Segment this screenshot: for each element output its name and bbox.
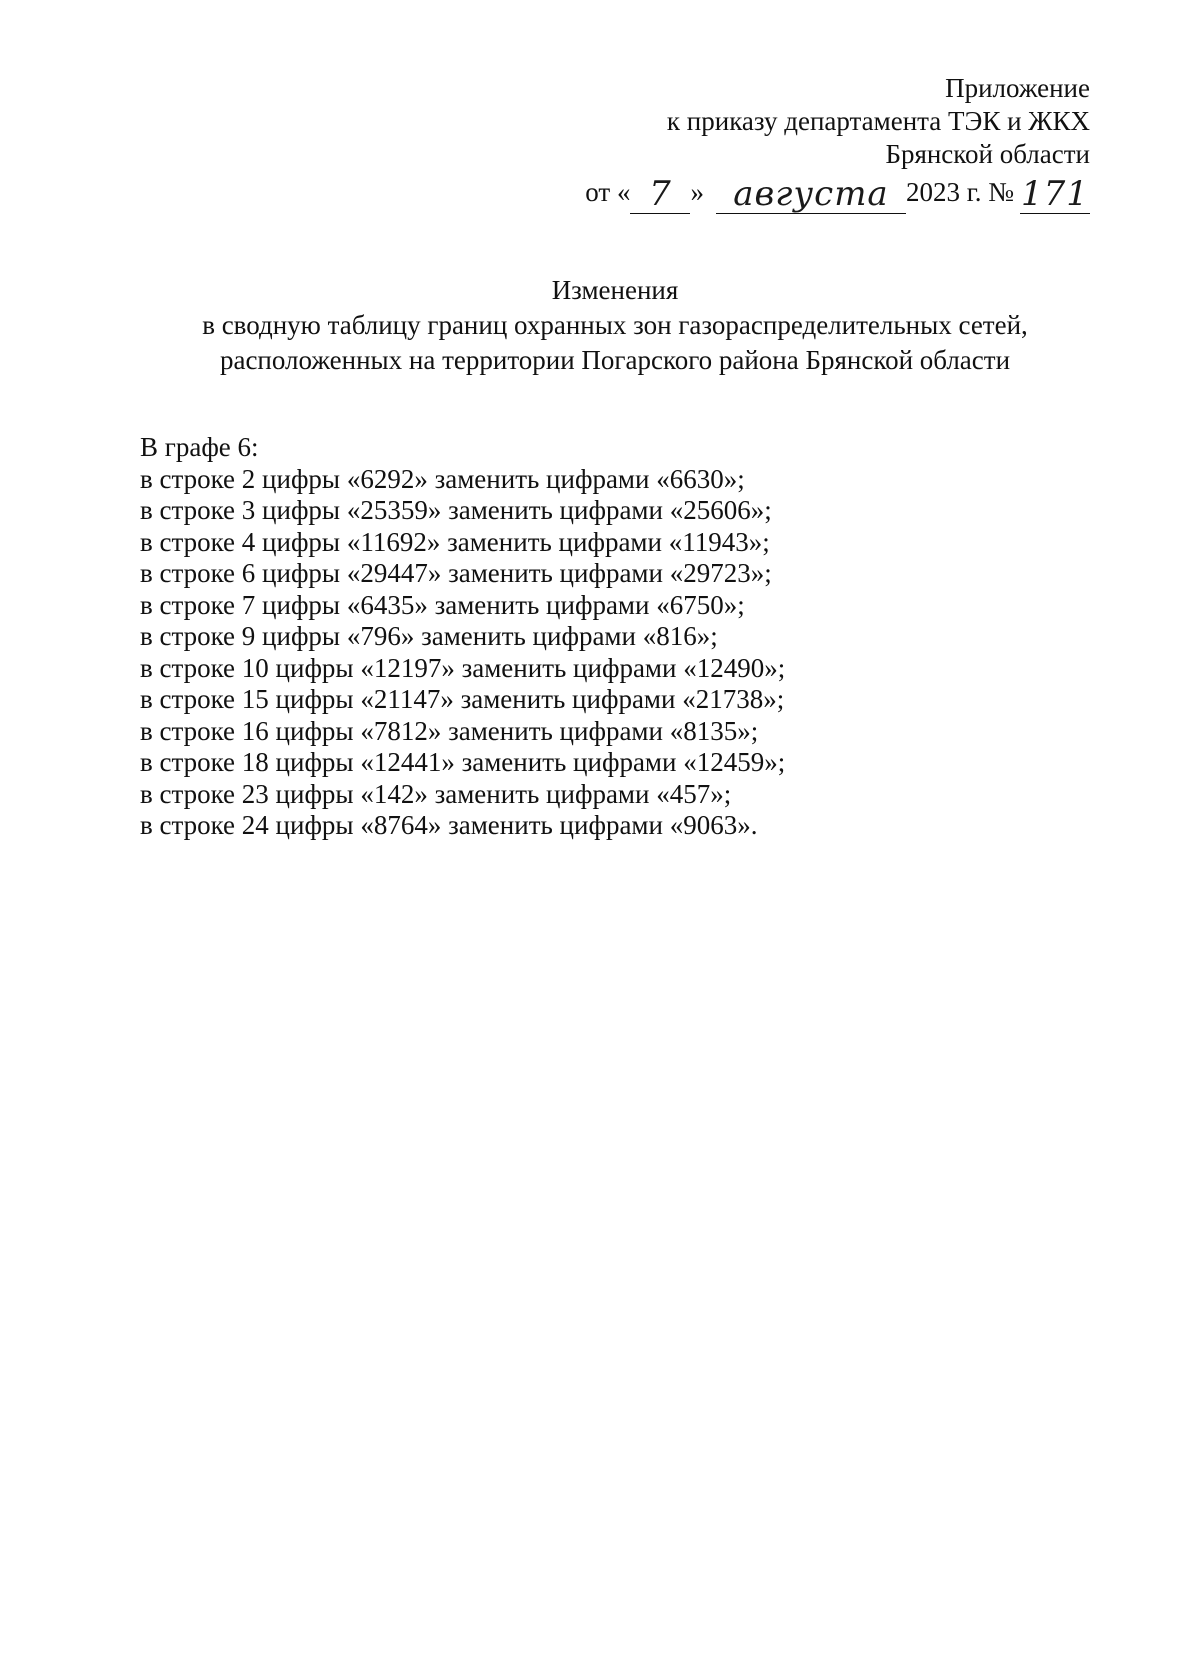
list-item: в строке 16 цифры «7812» заменить цифрами «8135»;	[140, 715, 759, 746]
appendix-header	[667, 72, 1090, 171]
date-prefix: от «	[585, 177, 631, 207]
list-item: в строке 18 цифры «12441» заменить цифрами «12459»;	[140, 747, 786, 777]
list-item: в строке 7 цифры «6435» заменить цифрами «6750»;	[140, 589, 745, 620]
appendix-region: Брянской области	[885, 139, 1090, 169]
date-year-number-label: 2023 г. №	[905, 177, 1014, 207]
date-month-handwritten: августа	[733, 174, 889, 214]
list-item: в строке 6 цифры «29447» заменить цифрами «29723»;	[140, 558, 772, 588]
order-number-field	[1020, 174, 1090, 214]
title-subject-line-2: расположенных на территории Погарского района Брянской области	[219, 345, 1011, 375]
list-item: в строке 4 цифры «11692» заменить цифрами «11943»;	[140, 526, 770, 557]
list-item: в строке 9 цифры «796» заменить цифрами «816»;	[140, 621, 718, 651]
appendix-order-ref: к приказу департамента ТЭК и ЖКХ	[666, 106, 1090, 136]
changes-list	[140, 432, 785, 842]
title-subject-line-1: в сводную таблицу границ охранных зон газораспределительных сетей,	[202, 310, 1028, 340]
order-number-handwritten: 171	[1021, 174, 1089, 214]
document-title	[0, 273, 1200, 378]
list-item: в строке 2 цифры «6292» заменить цифрами «6630»;	[140, 463, 745, 494]
appendix-label: Приложение	[945, 73, 1090, 103]
changes-intro: В графе 6:	[140, 432, 259, 462]
order-date-line	[585, 172, 1090, 214]
date-day-field	[630, 174, 690, 214]
list-item: в строке 15 цифры «21147» заменить цифрами «21738»;	[140, 684, 785, 714]
list-item: в строке 23 цифры «142» заменить цифрами «457»;	[140, 778, 732, 809]
date-day-handwritten: 7	[649, 174, 672, 214]
list-item: в строке 10 цифры «12197» заменить цифрами «12490»;	[140, 652, 786, 683]
date-month-field	[716, 174, 906, 214]
list-item: в строке 3 цифры «25359» заменить цифрами «25606»;	[140, 495, 772, 525]
list-item: в строке 24 цифры «8764» заменить цифрами «9063».	[140, 810, 758, 840]
title-heading: Изменения	[551, 275, 679, 305]
date-quote-close: »	[690, 177, 704, 207]
